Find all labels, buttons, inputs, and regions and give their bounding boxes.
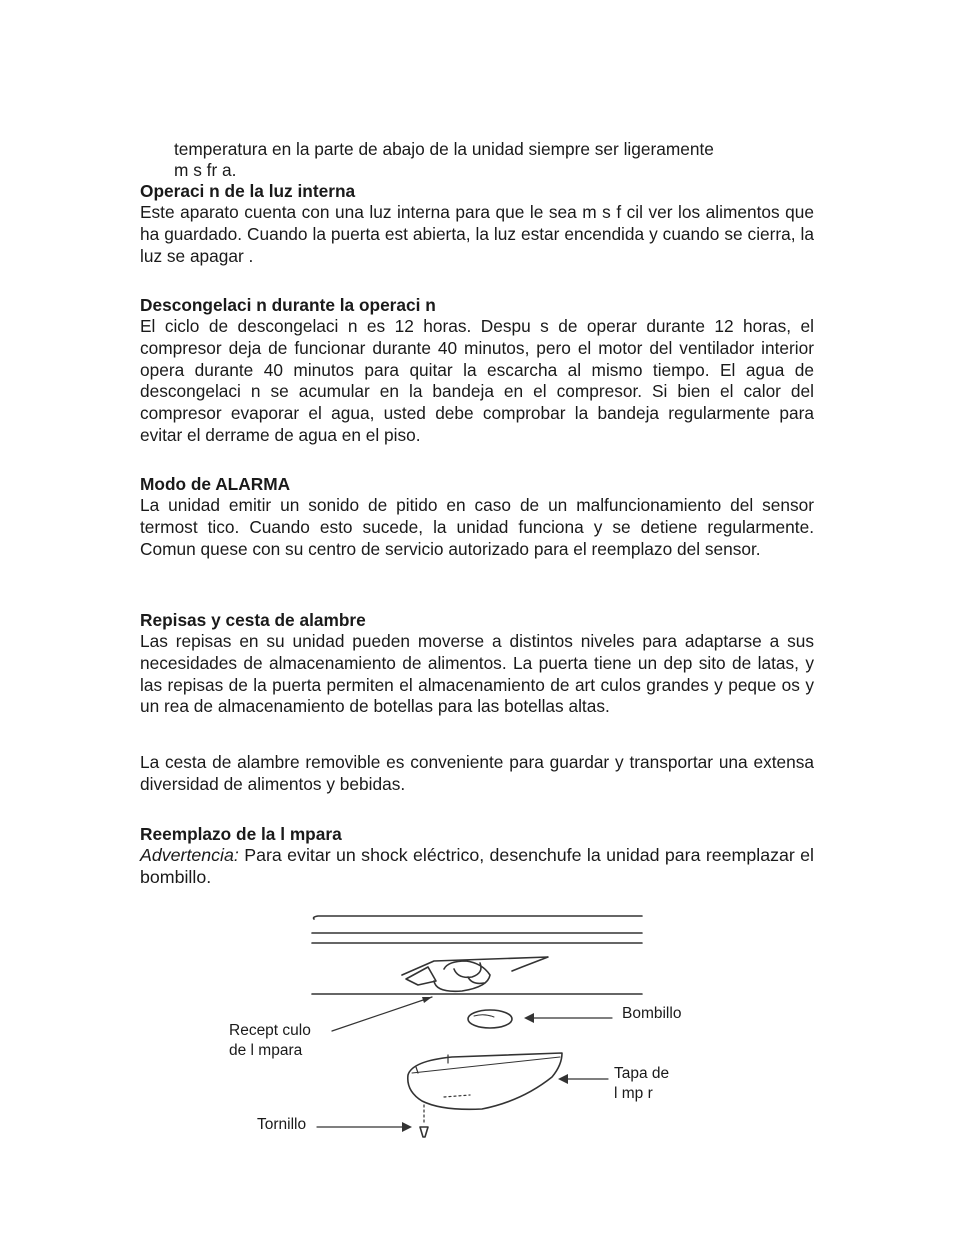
bulb-filament (474, 1015, 494, 1017)
bulb-arrowhead (524, 1013, 534, 1023)
cover-vent (444, 1095, 470, 1097)
ceiling-edge-line (314, 916, 643, 919)
section-body-shelves-2: La cesta de alambre removible es conveniente para guardar y transportar una extensa diversidad de alimentos y bebidas. (140, 752, 814, 794)
socket-thread (454, 963, 481, 977)
cover-label (614, 1064, 670, 1102)
socket-label (229, 1021, 311, 1061)
bulb-outline (468, 1010, 512, 1028)
cover-label-line-1: Tapa de (614, 1065, 670, 1082)
warning-label: Advertencia: (140, 845, 239, 865)
lamp-cover-outline (408, 1053, 562, 1109)
socket-arrow-line (332, 997, 432, 1031)
socket-arrowhead (422, 997, 432, 1003)
section-heading-shelves: Repisas y cesta de alambre (140, 610, 366, 630)
section-body-shelves-1: Las repisas en su unidad pueden moverse a distintos niveles para adaptarse a sus necesidades de almacenamiento de alimentos. La puerta tiene un dep sito de latas, y las repisas de la puerta permiten el almacenamiento de art culos grandes y peque os y un rea de almacenamiento de botellas para las botellas altas. (140, 631, 814, 717)
section-heading-light: Operaci n de la luz interna (140, 181, 356, 201)
socket-plate (402, 957, 548, 975)
section-heading-alarm: Modo de ALARMA (140, 474, 291, 494)
cover-label-line-2: l mp r (614, 1085, 653, 1102)
section-heading-lamp: Reemplazo de la l mpara (140, 824, 342, 844)
socket-bracket (406, 967, 436, 985)
screw-arrowhead (402, 1122, 412, 1132)
cover-arrowhead (558, 1074, 568, 1084)
intro-line-1: temperatura en la parte de abajo de la unidad siempre ser ligeramente (174, 139, 714, 159)
section-heading-defrost: Descongelaci n durante la operaci n (140, 295, 436, 315)
lamp-warning (140, 845, 814, 889)
screw-shape (420, 1127, 428, 1137)
bulb-label: Bombillo (622, 1005, 682, 1022)
warning-text: Para evitar un shock eléctrico, desenchufe la unidad para reemplazar el bombillo. (140, 845, 814, 887)
section-body-alarm: La unidad emitir un sonido de pitido en caso de un malfuncionamiento del sensor termost tico. Cuando esto sucede, la unidad funciona y se detiene regularmente. Comun quese con su centro de servicio autorizado para el reemplazo del sensor. (140, 495, 814, 559)
section-body-light: Este aparato cuenta con una luz interna para que le sea m s f cil ver los alimentos que ha guardado. Cuando la puerta est abierta, la luz estar encendida y cuando se cierra, la luz se apagar . (140, 202, 814, 266)
intro-line-2: m s fr a. (174, 160, 237, 180)
socket-label-line-1: Recept culo (229, 1022, 311, 1039)
lamp-replacement-diagram (222, 905, 702, 1155)
socket-label-line-2: de l mpara (229, 1042, 303, 1059)
screw-label: Tornillo (257, 1116, 307, 1133)
section-body-defrost: El ciclo de descongelaci n es 12 horas. Despu s de operar durante 12 horas, el compresor deja de funcionar durante 40 minutos, pero el motor del ventilador interior opera durante 40 minutos para quitar la escarcha al mismo tiempo. El agua de descongelaci n se acumular en la bandeja en el compresor. Si bien el calor del compresor evaporar el agua, usted debe comprobar la bandeja regularmente para evitar el derrame de agua en el piso. (140, 316, 814, 445)
